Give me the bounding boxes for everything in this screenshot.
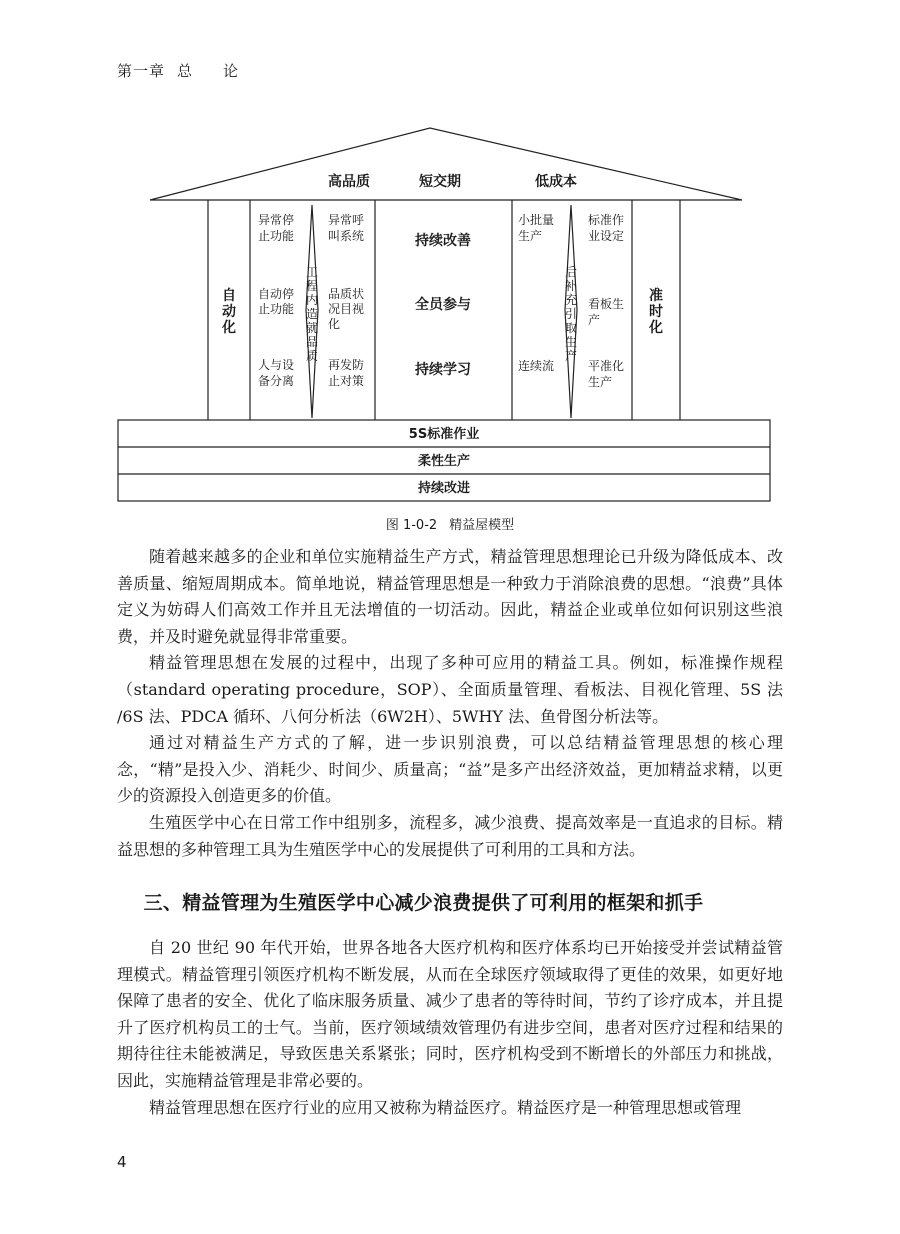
roof-label: 低成本: [535, 174, 577, 190]
center-item: 全员参与: [415, 297, 471, 313]
quality-item-line: 况目视: [328, 302, 365, 316]
vertical-char: 引: [564, 307, 578, 321]
jidoka-item-line: 异常停: [258, 213, 295, 227]
foundation-label: 5S标准作业: [408, 427, 480, 442]
foundation-label: 柔性生产: [417, 454, 471, 469]
paragraph: 精益管理思想在发展的过程中，出现了多种可应用的精益工具。例如，标准操作规程（standard operating procedure，SOP）、全面质量管理、看板法、目视化管理、5S 法 /6S 法、PDCA 循环、八何分析法（6W2H）、5WHY 法、鱼骨图分析法等。: [117, 653, 783, 726]
foundation-labels: [409, 426, 479, 496]
jit-item-line: 产: [588, 313, 601, 327]
body-text-bottom: [117, 935, 783, 1121]
jit-item-line: 小批量: [518, 213, 555, 227]
chapter-label: 第一章: [117, 62, 166, 80]
paragraph: 精益管理思想在医疗行业的应用又被称为精益医疗。精益医疗是一种管理思想或管理: [149, 1097, 742, 1117]
chapter-title-char: 论: [223, 62, 240, 80]
quality-item-line: 再发防: [328, 358, 365, 372]
jidoka-item-line: 止功能: [258, 229, 295, 243]
lean-house-diagram: [0, 0, 900, 540]
jidoka-item-line: 备分离: [258, 374, 295, 388]
vertical-char: 造: [305, 307, 319, 321]
jidoka-item-line: 自动停: [258, 287, 295, 301]
pillar-char: 自: [222, 288, 236, 304]
roof-label: 短交期: [419, 174, 461, 190]
pillar-char: 动: [222, 304, 236, 320]
jidoka-items: [258, 212, 294, 388]
vertical-char: 程: [305, 279, 319, 293]
jidoka-item-line: 人与设: [258, 358, 295, 372]
pillar-char: 时: [649, 304, 663, 320]
center-item: 持续学习: [415, 362, 471, 378]
center-items: [415, 232, 471, 378]
quality-built-in-label: [306, 265, 318, 363]
jidoka-item-line: 止功能: [258, 302, 295, 316]
jit-item-line: 看板生: [588, 297, 625, 311]
vertical-char: 质: [305, 349, 319, 363]
paragraph: 通过对精益生产方式的了解，进一步识别浪费，可以总结精益管理思想的核心理念，“精”是投入少、消耗少、时间少、质量高；“益”是多产出经济效益，更加精益求精，以更少的资源投入创造更多的价值。: [117, 733, 783, 806]
paragraph: 随着越来越多的企业和单位实施精益生产方式，精益管理思想理论已升级为降低成本、改善质量、缩短周期成本。简单地说，精益管理思想是一种致力于消除浪费的思想。“浪费”具体定义为妨碍人们高效工作并且无法增值的一切活动。因此，精益企业或单位如何识别这些浪费，并及时避免就显得非常重要。: [117, 547, 783, 646]
vertical-char: 产: [564, 349, 578, 363]
center-item: 持续改善: [415, 233, 471, 249]
vertical-char: 内: [305, 293, 319, 307]
jit-item-line: 生产: [518, 229, 543, 243]
jit-left-items: [518, 212, 554, 373]
quality-item-line: 异常呼: [328, 213, 365, 227]
quality-item-line: 止对策: [328, 374, 365, 388]
paragraph: 生殖医学中心在日常工作中组别多，流程多，减少浪费、提高效率是一直追求的目标。精益思想的多种管理工具为生殖医学中心的发展提供了可利用的工具和方法。: [117, 812, 783, 859]
vertical-char: 就: [305, 321, 319, 335]
quality-item-line: 化: [328, 317, 341, 331]
paragraph: 自 20 世纪 90 年代开始，世界各地各大医疗机构和医疗体系均已开始接受并尝试精益管理模式。精益管理引领医疗机构不断发展，从而在全球医疗领域取得了更佳的效果，如更好地保障了患者的安全、优化了临床服务质量、减少了患者的等待时间，节约了诊疗成本，并且提升了医疗机构员工的士气。当前，医疗领域绩效管理仍有进步空间，患者对医疗过程和结果的期待往往未能被满足，导致医患关系紧张；同时，医疗机构受到不断增长的外部压力和挑战，因此，实施精益管理是非常必要的。: [117, 938, 783, 1090]
vertical-char: 品: [305, 335, 319, 349]
vertical-char: 后: [564, 265, 578, 279]
pillar-char: 准: [649, 288, 663, 304]
pull-system-label: [565, 265, 577, 363]
quality-item-line: 品质状: [328, 287, 365, 301]
vertical-char: 取: [564, 321, 578, 335]
page-number: 4: [117, 1153, 127, 1171]
section-heading: 三、精益管理为生殖医学中心减少浪费提供了可利用的框架和抓手: [143, 892, 704, 914]
pillar-char: 化: [222, 320, 236, 336]
quality-item-line: 叫系统: [328, 229, 365, 243]
figure-caption: [0, 514, 900, 533]
jit-item-line: 生产: [588, 375, 613, 389]
jit-right-items: [588, 212, 624, 389]
jit-item-line: 连续流: [518, 359, 555, 373]
vertical-char: 生: [564, 335, 578, 349]
jit-item-line: 标准作: [588, 213, 625, 227]
left-pillar-label: [221, 287, 236, 336]
quality-items: [328, 212, 364, 388]
right-pillar-label: [648, 287, 663, 336]
figure-title: 精益屋模型: [449, 518, 515, 533]
jit-item-line: 业设定: [588, 229, 625, 243]
figure-number: 图 1-0-2: [385, 518, 438, 533]
body-text-top: [117, 544, 783, 863]
roof-labels: [328, 173, 577, 190]
vertical-char: 补: [564, 279, 578, 293]
jit-item-line: 平准化: [588, 359, 625, 373]
vertical-char: 充: [564, 293, 578, 307]
pillar-char: 化: [649, 320, 663, 336]
foundation-label: 持续改进: [417, 481, 471, 496]
vertical-char: 工: [305, 265, 319, 279]
chapter-title-char: 总: [177, 62, 194, 80]
roof-label: 高品质: [328, 174, 370, 190]
